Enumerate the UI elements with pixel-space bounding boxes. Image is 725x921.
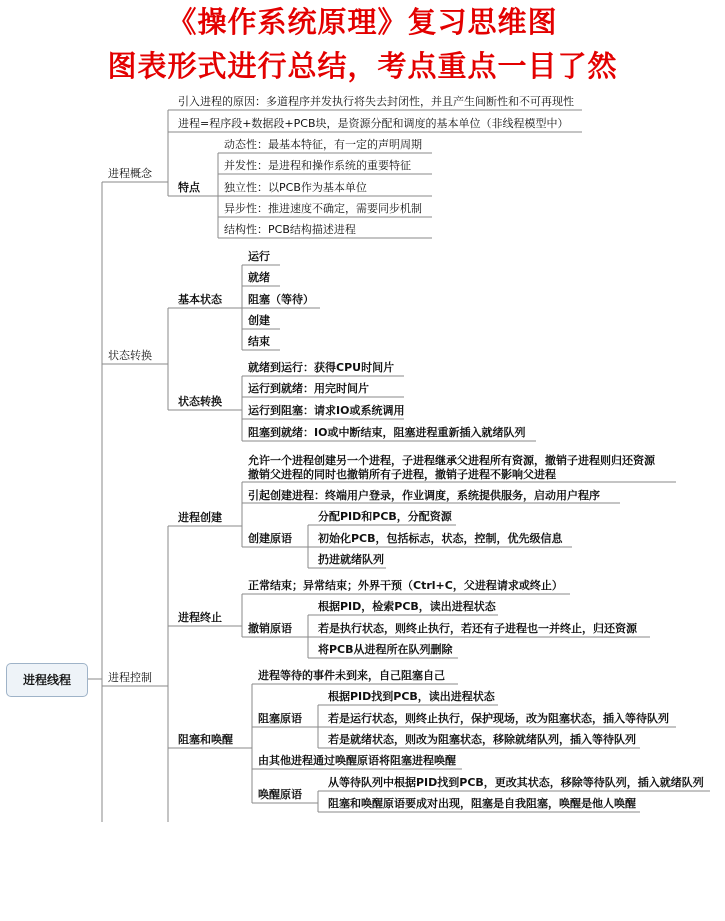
state-item: 就绪 <box>248 271 270 284</box>
wakeup-primitive-item: 阻塞和唤醒原语要成对出现，阻塞是自我阻塞，唤醒是他人唤醒 <box>328 797 636 810</box>
creation-desc-1: 允许一个进程创建另一个进程，子进程继承父进程所有资源，撤销子进程则归还资源 <box>248 454 655 467</box>
node-process-control: 进程控制 <box>108 671 152 684</box>
cancel-primitive-item: 将PCB从进程所在队列删除 <box>318 643 453 656</box>
transition-item: 阻塞到就绪：IO或中断结束，阻塞进程重新插入就绪队列 <box>248 426 526 439</box>
transition-item: 运行到阻塞：请求IO或系统调用 <box>248 404 405 417</box>
transition-item: 运行到就绪：用完时间片 <box>248 382 369 395</box>
create-primitive-item: 分配PID和PCB，分配资源 <box>318 510 452 523</box>
create-primitive-item: 扔进就绪队列 <box>318 553 384 566</box>
block-cause: 进程等待的事件未到来，自己阻塞自己 <box>258 669 445 682</box>
node-block-wakeup: 阻塞和唤醒 <box>178 733 233 746</box>
node-state-transition: 状态转换 <box>108 349 152 362</box>
title-line-1: 《操作系统原理》复习思维图 <box>167 5 558 39</box>
feature-item: 独立性：以PCB作为基本单位 <box>224 181 367 194</box>
concept-intro: 引入进程的原因：多道程序并发执行将失去封闭性，并且产生间断性和不可再现性 <box>178 95 574 108</box>
root-node: 进程线程 <box>6 663 88 697</box>
node-features: 特点 <box>178 181 200 194</box>
block-primitive-item: 若是就绪状态，则改为阻塞状态，移除就绪队列，插入等待队列 <box>328 733 636 746</box>
node-process-creation: 进程创建 <box>178 511 222 524</box>
transition-item: 就绪到运行：获得CPU时间片 <box>248 361 395 374</box>
node-transitions: 状态转换 <box>178 395 222 408</box>
node-process-termination: 进程终止 <box>178 611 222 624</box>
feature-item: 异步性：推进速度不确定，需要同步机制 <box>224 202 422 215</box>
node-cancel-primitive: 撤销原语 <box>248 622 292 635</box>
wakeup-primitive-item: 从等待队列中根据PID找到PCB，更改其状态，移除等待队列，插入就绪队列 <box>328 776 704 789</box>
create-primitive-item: 初始化PCB，包括标志，状态，控制，优先级信息 <box>318 532 563 545</box>
title-line-2: 图表形式进行总结，考点重点一目了然 <box>107 49 618 83</box>
feature-item: 结构性：PCB结构描述进程 <box>224 223 356 236</box>
termination-desc: 正常结束；异常结束；外界干预（Ctrl+C，父进程请求或终止） <box>248 579 563 592</box>
feature-item: 动态性：最基本特征，有一定的声明周期 <box>224 138 422 151</box>
node-block-primitive: 阻塞原语 <box>258 712 302 725</box>
node-create-primitive: 创建原语 <box>248 532 292 545</box>
node-process-concept: 进程概念 <box>108 167 152 180</box>
block-primitive-item: 若是运行状态，则终止执行，保护现场，改为阻塞状态，插入等待队列 <box>328 712 669 725</box>
creation-trigger: 引起创建进程：终端用户登录，作业调度，系统提供服务，启动用户程序 <box>248 489 600 502</box>
concept-definition: 进程=程序段+数据段+PCB块，是资源分配和调度的基本单位（非线程模型中） <box>178 117 569 130</box>
state-item: 创建 <box>248 314 270 327</box>
creation-desc-2: 撤销父进程的同时也撤销所有子进程，撤销子进程不影响父进程 <box>248 468 556 481</box>
state-item: 阻塞（等待） <box>248 293 314 306</box>
cancel-primitive-item: 根据PID，检索PCB，读出进程状态 <box>318 600 496 613</box>
node-basic-states: 基本状态 <box>178 293 222 306</box>
block-primitive-item: 根据PID找到PCB，读出进程状态 <box>328 690 495 703</box>
node-wakeup-primitive: 唤醒原语 <box>258 788 302 801</box>
state-item: 运行 <box>248 250 270 263</box>
cancel-primitive-item: 若是执行状态，则终止执行，若还有子进程也一并终止，归还资源 <box>318 622 637 635</box>
feature-item: 并发性：是进程和操作系统的重要特征 <box>224 159 411 172</box>
wakeup-cause: 由其他进程通过唤醒原语将阻塞进程唤醒 <box>258 754 456 767</box>
state-item: 结束 <box>248 335 270 348</box>
